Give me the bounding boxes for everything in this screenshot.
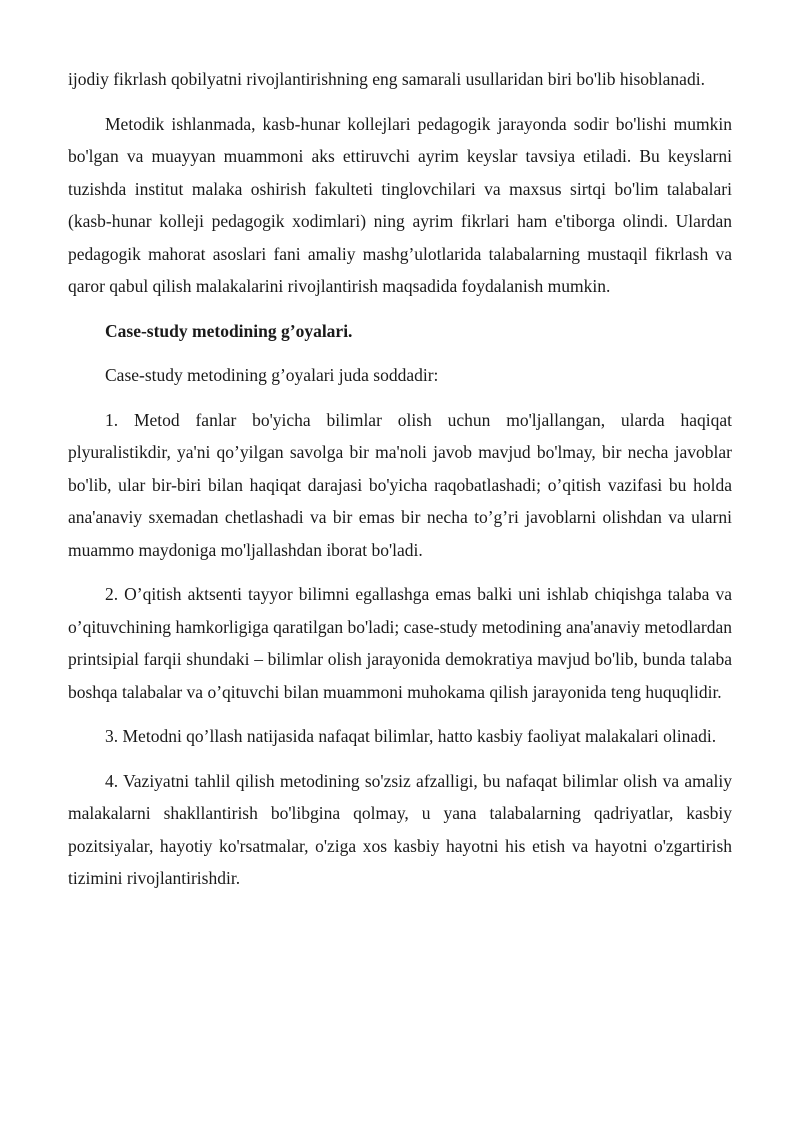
paragraph-intro: Case-study metodining g’oyalari juda soddadir: xyxy=(105,365,439,385)
list-item-3: 3. Metodni qo’llash natijasida nafaqat bilimlar, hatto kasbiy faoliyat malakalari olinadi. xyxy=(105,726,717,746)
paragraph-methodical-development: Metodik ishlanmada, kasb-hunar kollejlari pedagogik jarayonda sodir bo'lishi mumkin bo'lgan va muayyan muammoni aks ettiruvchi ayrim keyslar tavsiya etiladi. Bu keyslarni tuzishda institut malaka oshirish fakulteti tinglovchilari va maxsus sirtqi bo'lim talabalari (kasb-hunar kolleji pedagogik xodimlari) ning ayrim fikrlari ham e'tiborga olindi. Ulardan pedagogik mahorat asoslari fani amaliy mashg’ulotlarida talabalarning mustaqil fikrlash va qaror qabul qilish malakalarini rivojlantirish maqsadida foydalanish mumkin. xyxy=(68,113,732,296)
document-page xyxy=(68,63,732,895)
section-heading: Case-study metodining g’oyalari. xyxy=(105,320,353,341)
list-item-2: 2. O’qitish aktsenti tayyor bilimni egallashga emas balki uni ishlab chiqishga talaba va o’qituvchining hamkorligiga qaratilgan bo'ladi; case-study metodining ana'anaviy metodlardan printsipial farqii shundaki – bilimlar olish jarayonida demokratiya mavjud bo'lib, bunda talaba boshqa talabalar va o’qituvchi bilan muammoni muhokama qilish jarayonida teng huquqlidir. xyxy=(68,584,732,702)
list-item-1: 1. Metod fanlar bo'yicha bilimlar olish uchun mo'ljallangan, ularda haqiqat plyuralistikdir, ya'ni qo’yilgan savolga bir ma'noli javob mavjud bo'lmay, bir necha javoblar bo'lib, ular bir-biri bilan haqiqat darajasi bo'yicha raqobatlashadi; o’qitish vazifasi bu holda ana'anaviy sxemadan chetlashadi va bir emas bir necha to’g’ri javoblarni olishdan va ularni muammo maydoniga mo'ljallashdan iborat bo'ladi. xyxy=(68,409,732,560)
list-item-4: 4. Vaziyatni tahlil qilish metodining so'zsiz afzalligi, bu nafaqat bilimlar olish va amaliy malakalarni shakllantirish bo'libgina qolmay, u yana talabalarning qadriyatlar, kasbiy pozitsiyalar, hayotiy ko'rsatmalar, o'ziga xos kasbiy hayotni his etish va hayotni o'zgartirish tizimini rivojlantirishdir. xyxy=(68,770,732,888)
paragraph-continuation: ijodiy fikrlash qobilyatni rivojlantirishning eng samarali usullaridan biri bo'lib hisoblanadi. xyxy=(68,69,705,89)
